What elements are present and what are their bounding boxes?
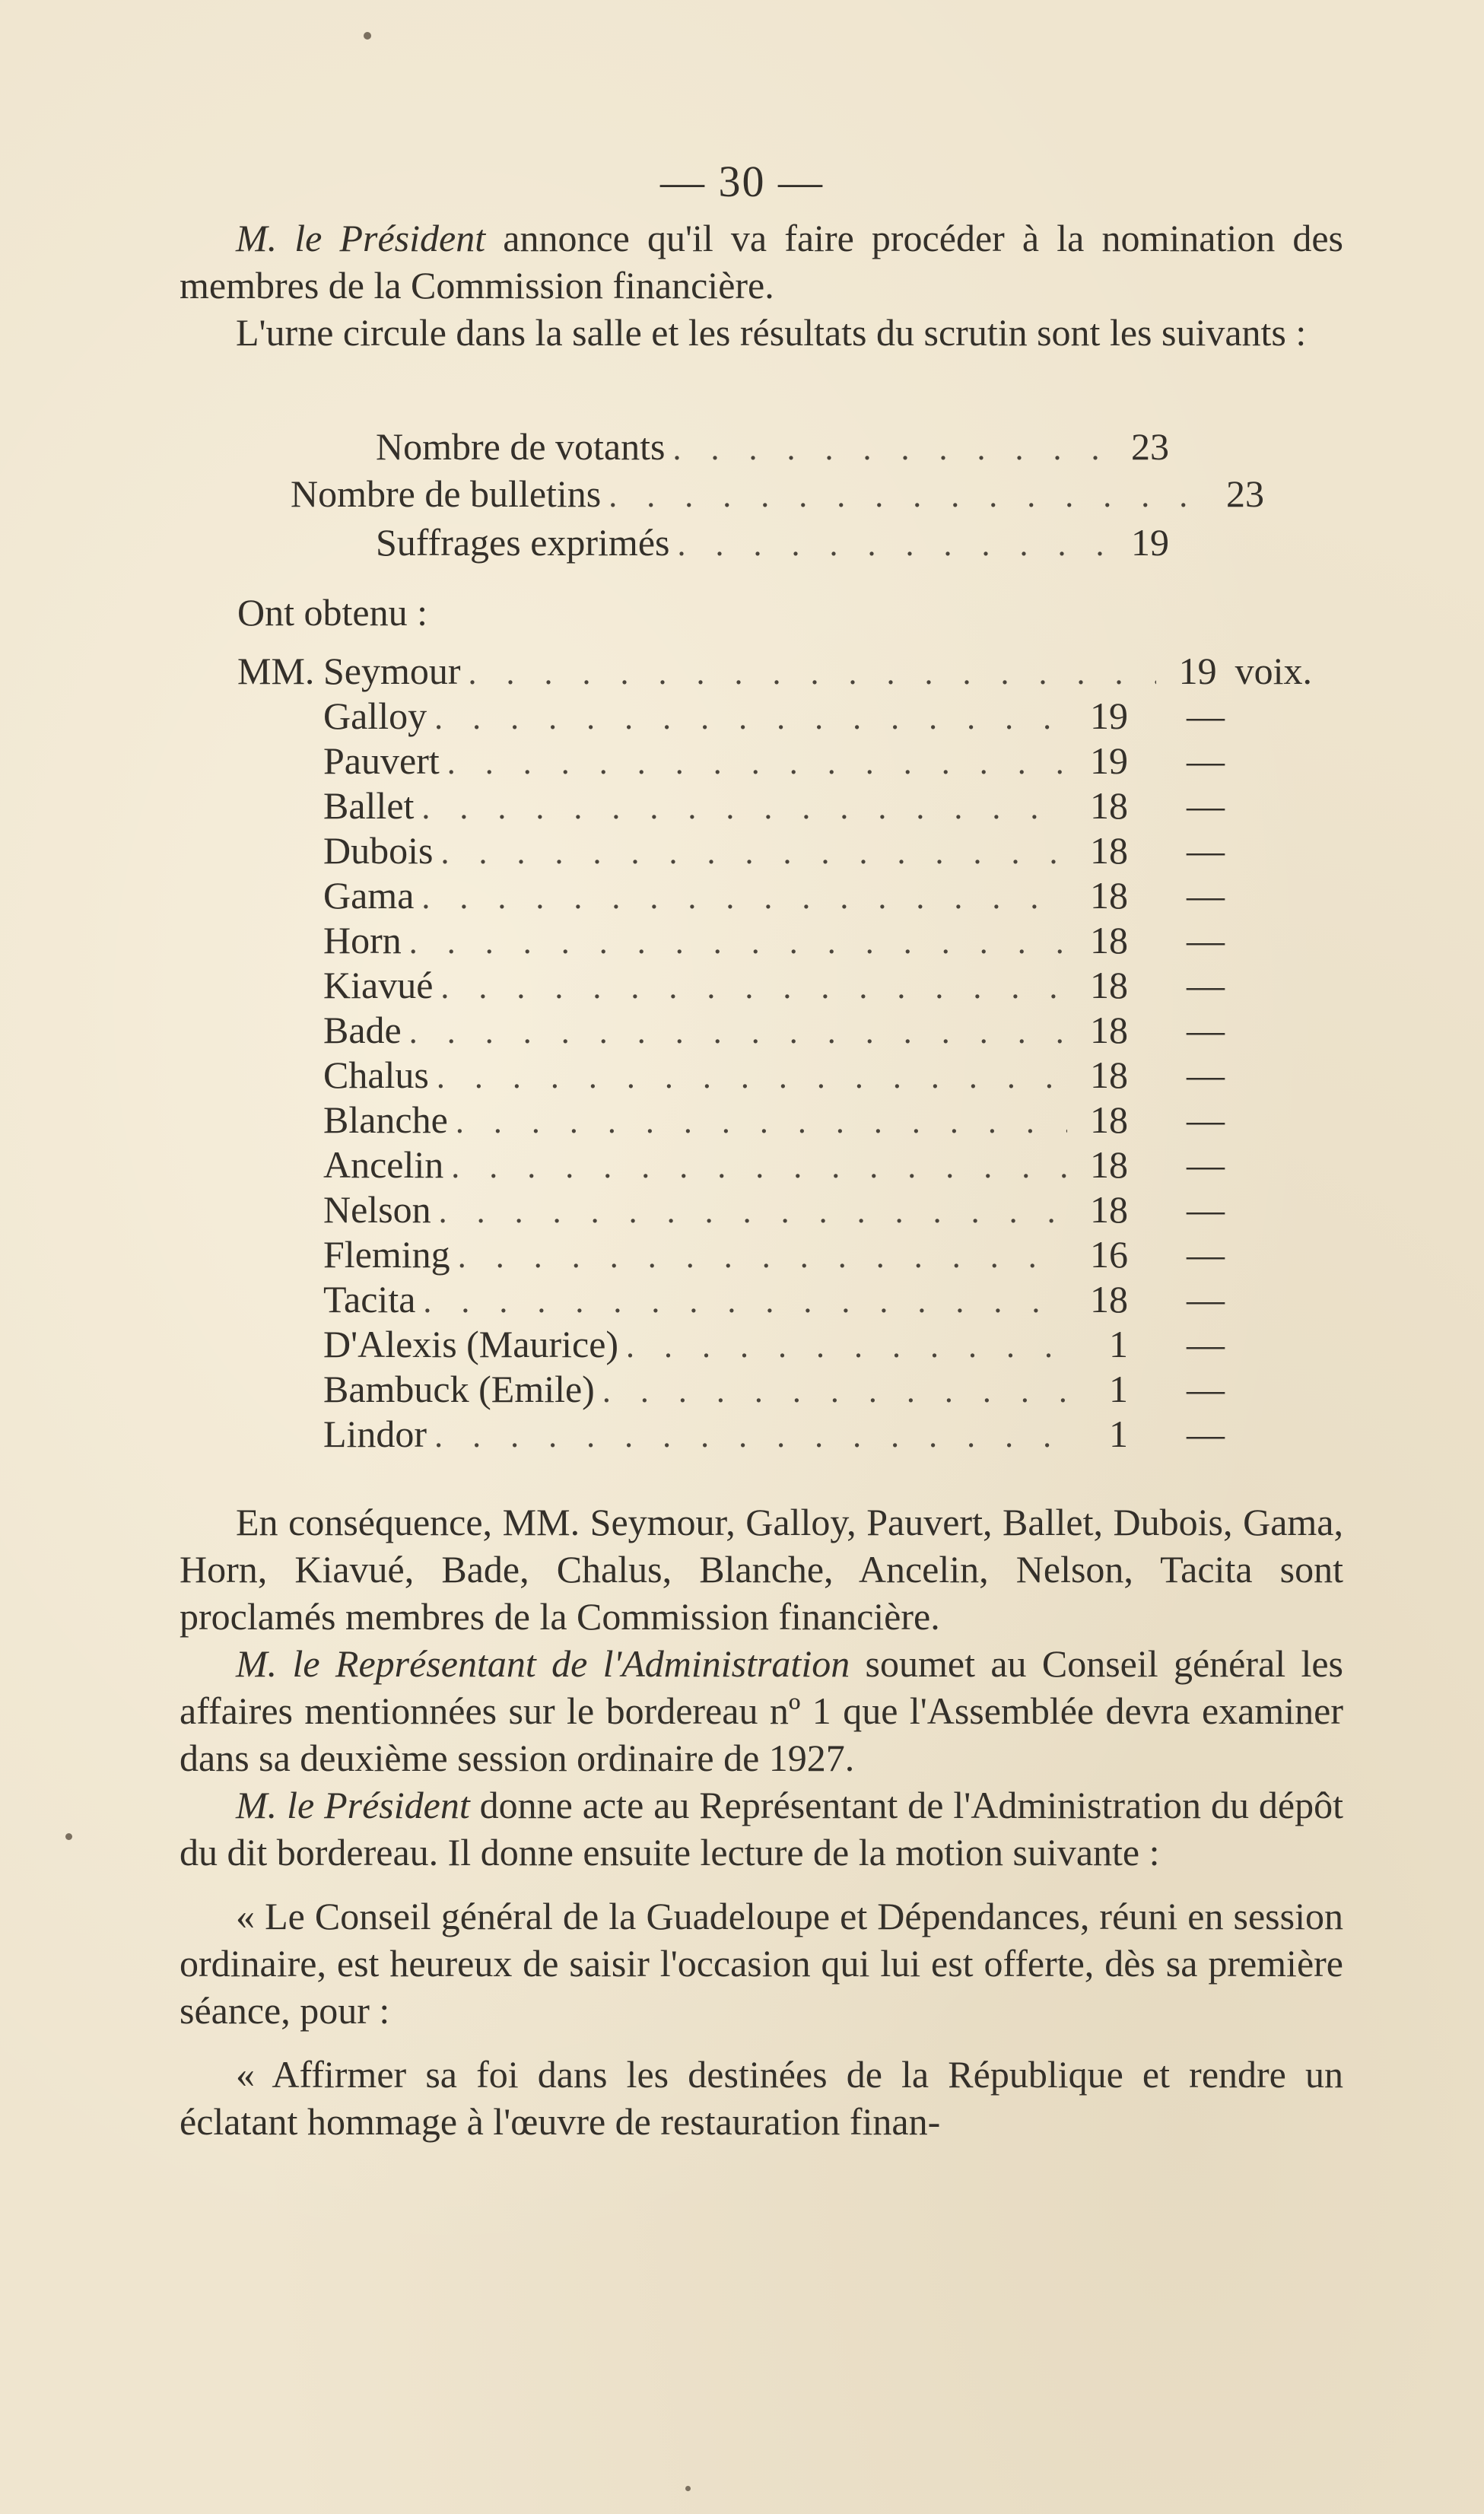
candidate-row [323,1007,1251,1053]
leader-dots [434,1413,1067,1459]
leader-dots [421,875,1067,920]
scrutin-row-exprimes [376,520,1169,565]
ditto-dash: — [1187,1143,1225,1186]
candidate-row [323,648,1312,694]
ditto-dash: — [1187,1009,1225,1051]
candidate-name: Ancelin [323,1143,444,1186]
candidate-row [323,828,1251,873]
candidate-name: Kiavué [323,964,434,1006]
candidate-row [323,738,1251,783]
ditto-dash: — [1187,1278,1225,1321]
leader-dots [437,1054,1067,1100]
intro-paragraph-1-text: annonce qu'il va faire procéder à la nomination des membres de la Commission financière. [180,217,1343,307]
candidate-name: Chalus [323,1054,429,1096]
candidate-name: Fleming [323,1233,450,1276]
representant-text: soumet au Conseil général les affaires mentionnées sur le bordereau nº 1 que l'Assemblée devra examiner dans sa deuxième session ordinaire de 1927. [180,1642,1343,1779]
ditto-dash: — [1187,964,1225,1006]
body-block [180,1499,1343,2145]
ont-obtenu-label: Ont obtenu : [237,591,427,634]
candidate-name: Bade [323,1009,402,1051]
representant-label: M. le Représentant de l'Administration [236,1642,850,1685]
candidate-votes: 18 [1090,919,1128,961]
candidate-row [323,1052,1251,1098]
scrutin-value: 23 [1226,472,1264,515]
candidate-votes: 18 [1090,1098,1128,1141]
candidate-name: Ballet [323,784,415,827]
leader-dots [440,830,1067,876]
candidate-row [323,1366,1251,1412]
candidate-votes: 19 [1178,650,1217,692]
candidate-row [323,783,1251,828]
president-acte-paragraph [180,1781,1343,1876]
leader-dots [409,1009,1067,1055]
scrutin-value: 19 [1131,521,1169,564]
paper-speck [364,32,371,40]
ditto-dash: — [1187,1054,1225,1096]
ditto-dash: — [1187,1323,1225,1365]
candidate-votes: 18 [1090,1054,1128,1096]
president-acte-text: donne acte au Représentant de l'Administration du dépôt du dit bordereau. Il donne ensuite lecture de la motion suivante : [180,1784,1343,1874]
candidate-votes: 19 [1090,694,1128,737]
leader-dots [469,650,1156,696]
ditto-dash: — [1187,874,1225,917]
motion-paragraph-1: « Le Conseil général de la Guadeloupe et Dépendances, réuni en session ordinaire, est heureux de saisir l'occasion qui lui est offerte, dès sa première séance, pour : [180,1895,1343,2032]
scrutin-row-votants [376,424,1169,469]
candidate-row [323,872,1251,918]
candidate-name: D'Alexis (Maurice) [323,1323,619,1365]
ditto-dash: — [1187,784,1225,827]
scrutin-label: Suffrages exprimés [376,521,670,564]
ditto-dash: — [1187,919,1225,961]
candidate-name: Nelson [323,1188,431,1231]
candidate-name: Tacita [323,1278,416,1321]
paper-speck [65,1833,72,1840]
candidate-votes: 18 [1090,829,1128,872]
leader-dots [439,1189,1067,1235]
candidate-row [323,1097,1251,1143]
candidate-row [323,693,1251,739]
leader-dots [626,1324,1067,1369]
ditto-dash: — [1187,829,1225,872]
page-number: — 30 — [660,157,824,206]
candidate-name: Blanche [323,1098,448,1141]
candidate-name: Pauvert [323,739,440,782]
ditto-dash: — [1187,1188,1225,1231]
leader-dots [456,1099,1067,1145]
motion-paragraph-2: « Affirmer sa foi dans les destinées de la République et rendre un éclatant hommage à l'œuvre de restauration finan- [180,2053,1343,2143]
representant-paragraph [180,1640,1343,1781]
leader-dots [451,1144,1067,1190]
leader-dots [447,740,1067,786]
candidate-name: Galloy [323,694,427,737]
ditto-dash: — [1187,694,1225,737]
voix-label: voix. [1235,650,1312,692]
leader-dots [458,1234,1067,1279]
president-label: M. le Président [236,1784,470,1826]
leader-dots [672,426,1108,472]
candidate-votes: 1 [1109,1323,1128,1365]
paper-speck [685,2486,691,2491]
scrutin-value: 23 [1131,425,1169,468]
candidate-row [323,962,1251,1008]
candidate-name: Horn [323,919,402,961]
candidate-name: Gama [323,874,415,917]
candidate-row [323,917,1251,963]
leader-dots [434,695,1067,741]
scrutin-label: Nombre de votants [376,425,666,468]
candidate-votes: 16 [1090,1233,1128,1276]
candidate-votes: 18 [1090,874,1128,917]
candidate-row [323,1187,1251,1232]
ditto-dash: — [1187,1413,1225,1455]
president-label: M. le Président [236,217,486,259]
intro-paragraph-1 [180,215,1343,309]
scrutin-row-bulletins [291,471,1264,516]
leader-dots [423,1279,1067,1324]
mm-prefix: MM. [237,650,315,692]
leader-dots [602,1368,1067,1414]
leader-dots [677,522,1108,567]
ditto-dash: — [1187,1098,1225,1141]
candidate-votes: 18 [1090,1009,1128,1051]
leader-dots [440,965,1067,1010]
candidate-votes: 18 [1090,964,1128,1006]
leader-dots [609,473,1203,519]
ditto-dash: — [1187,1233,1225,1276]
candidate-votes: 18 [1090,1188,1128,1231]
intro-block [180,215,1343,356]
candidate-votes: 18 [1090,1278,1128,1321]
candidate-votes: 1 [1109,1413,1128,1455]
candidate-votes: 1 [1109,1368,1128,1410]
candidate-votes: 18 [1090,784,1128,827]
candidate-name: Seymour [323,650,461,692]
candidate-row [323,1142,1251,1187]
candidate-row [323,1321,1251,1367]
scrutin-label: Nombre de bulletins [291,472,602,515]
leader-dots [421,785,1067,831]
candidate-row [323,1276,1251,1322]
candidate-votes: 19 [1090,739,1128,782]
candidate-row [323,1411,1251,1457]
candidate-name: Dubois [323,829,434,872]
ditto-dash: — [1187,1368,1225,1410]
candidate-name: Bambuck (Emile) [323,1368,595,1410]
ditto-dash: — [1187,739,1225,782]
intro-paragraph-2: L'urne circule dans la salle et les résultats du scrutin sont les suivants : [236,311,1307,354]
candidate-votes: 18 [1090,1143,1128,1186]
leader-dots [409,920,1067,965]
candidate-name: Lindor [323,1413,427,1455]
candidate-row [323,1232,1251,1277]
consequence-paragraph: En conséquence, MM. Seymour, Galloy, Pauvert, Ballet, Dubois, Gama, Horn, Kiavué, Bade, Chalus, Blanche, Ancelin, Nelson, Tacita sont proclamés membres de la Commission financière. [180,1501,1343,1638]
